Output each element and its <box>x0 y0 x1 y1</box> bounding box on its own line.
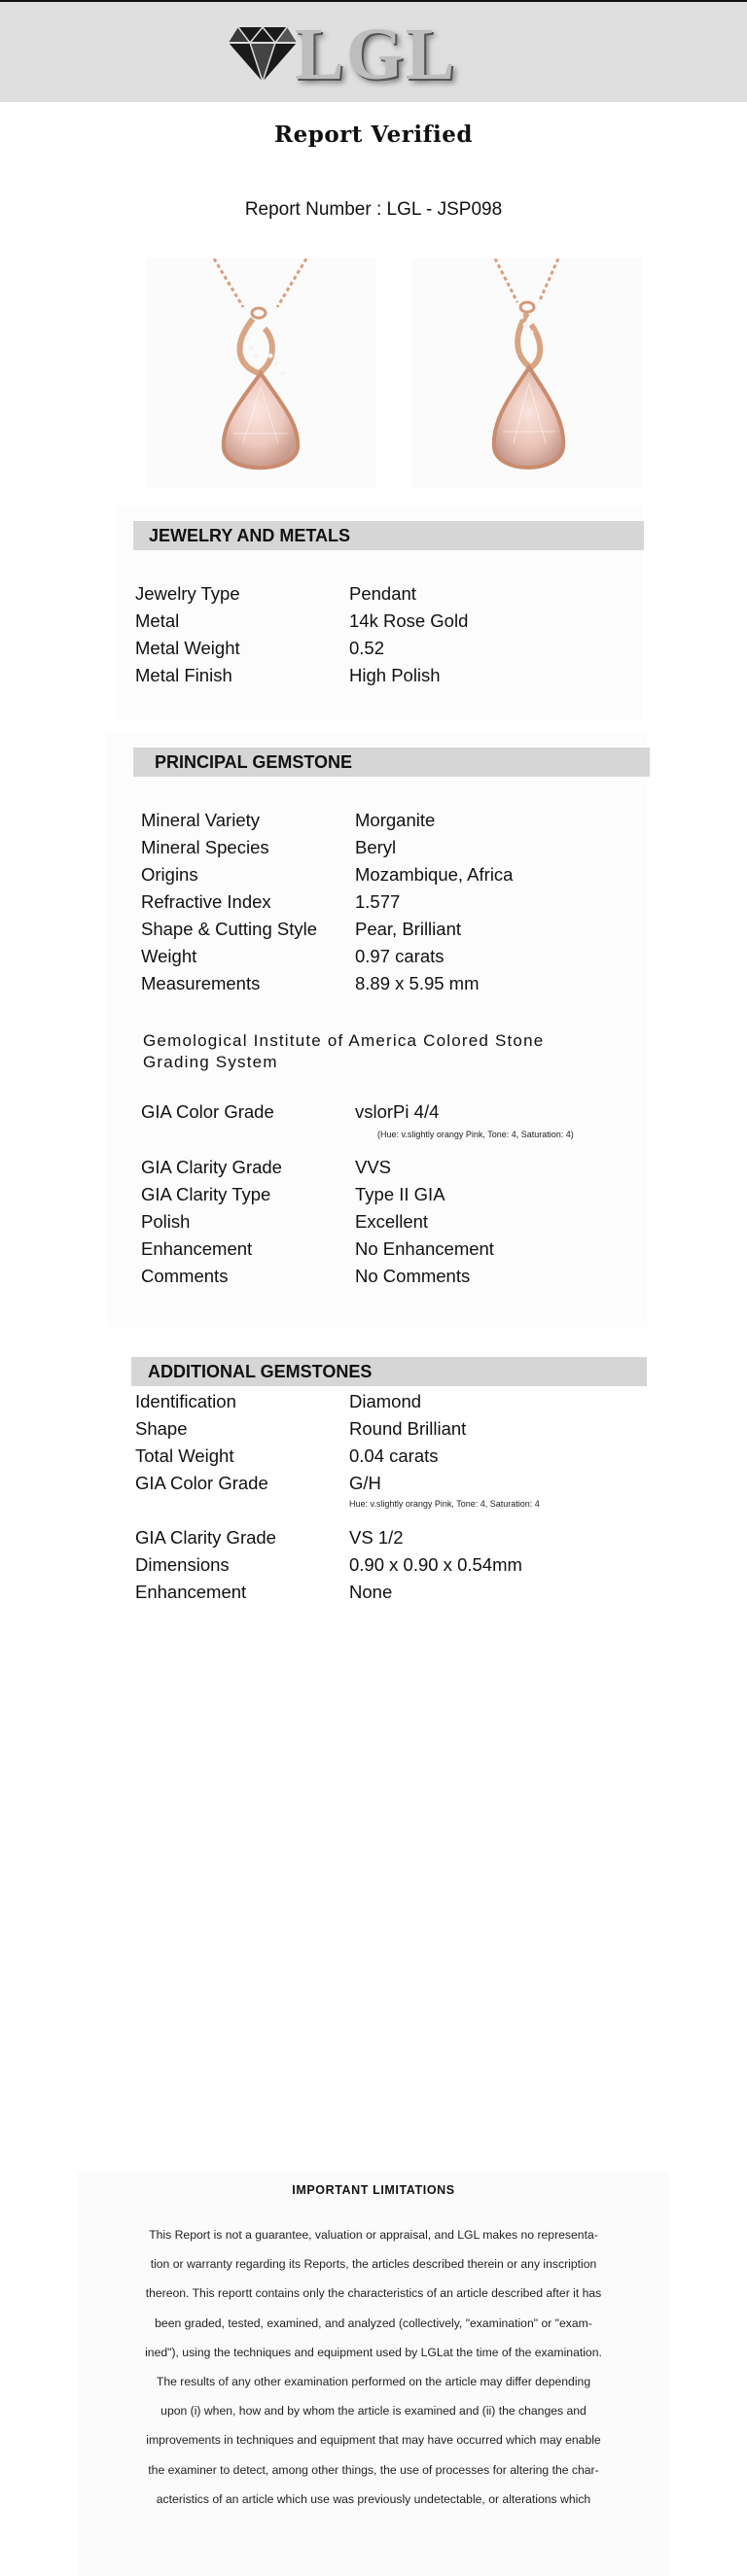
principal-value: 0.97 carats <box>355 946 445 966</box>
principal-value: VVS <box>355 1157 392 1177</box>
additional-value: 0.90 x 0.90 x 0.54mm <box>349 1554 522 1575</box>
principal-value: Morganite <box>355 810 436 830</box>
additional-value: G/H <box>349 1473 381 1493</box>
additional-color-note: Hue: v.slightly orangy Pink, Tone: 4, Saturation: 4 <box>349 1499 540 1509</box>
principal-value: Excellent <box>355 1211 429 1232</box>
limitations-line: the examiner to detect, among other things, the use of processes for altering the char- <box>148 2462 599 2477</box>
jewelry-label: Jewelry Type <box>135 583 240 604</box>
jewelry-section-heading: JEWELRY AND METALS <box>133 521 644 550</box>
jewelry-label: Metal Weight <box>135 638 240 658</box>
report-number: Report Number : LGL - JSP098 <box>244 199 503 220</box>
principal-value: vslorPi 4/4 <box>355 1101 440 1122</box>
limitations-line: tion or warranty regarding its Reports, the articles described therein or any inscription <box>150 2257 597 2272</box>
principal-label: GIA Color Grade <box>141 1101 274 1122</box>
jewelry-label: Metal Finish <box>135 665 232 685</box>
additional-label: GIA Color Grade <box>135 1473 268 1493</box>
limitations-line: ined"), using the techniques and equipment used by LGLat the time of the examination. <box>145 2345 602 2359</box>
additional-label: Shape <box>135 1418 188 1439</box>
logo-text: LGL <box>295 14 457 95</box>
header-banner <box>0 2 747 102</box>
pendant-photo-front <box>146 259 375 488</box>
limitations-line: thereon. This reportt contains only the characteristics of an article described after it has <box>145 2286 602 2301</box>
pendant-photo-angle <box>412 259 642 488</box>
principal-label: Shape & Cutting Style <box>141 919 317 939</box>
principal-value: Beryl <box>355 837 397 857</box>
principal-value: 8.89 x 5.95 mm <box>355 973 480 993</box>
principal-label: Comments <box>141 1266 229 1286</box>
principal-label: Measurements <box>141 973 261 993</box>
jewelry-label: Metal <box>135 610 180 631</box>
additional-label: GIA Clarity Grade <box>135 1527 276 1548</box>
principal-label: Weight <box>141 946 197 966</box>
principal-color-note: (Hue: v.slightly orangy Pink, Tone: 4, Saturation: 4) <box>377 1130 574 1139</box>
limitations-line: improvements in techniques and equipment that may have occurred which may enable <box>146 2433 601 2448</box>
limitations-body <box>97 2220 650 2514</box>
additional-section-heading: ADDITIONAL GEMSTONES <box>131 1357 647 1386</box>
pendant-image <box>412 259 642 488</box>
jewelry-value: High Polish <box>349 665 441 685</box>
additional-value: VS 1/2 <box>349 1527 404 1548</box>
jewelry-value: Pendant <box>349 583 416 604</box>
principal-label: Refractive Index <box>141 891 271 912</box>
principal-value: No Enhancement <box>355 1238 494 1259</box>
jewelry-value: 0.52 <box>349 638 385 658</box>
principal-value: Pear, Brilliant <box>355 919 461 939</box>
additional-value: 0.04 carats <box>349 1445 439 1466</box>
principal-value: No Comments <box>355 1266 471 1286</box>
limitations-title: IMPORTANT LIMITATIONS <box>292 2183 455 2197</box>
additional-value: Diamond <box>349 1391 422 1411</box>
principal-value: Type II GIA <box>355 1184 445 1204</box>
additional-value: Round Brilliant <box>349 1418 467 1439</box>
principal-label: Enhancement <box>141 1238 253 1259</box>
gia-grading-system: Gemological Institute of America Colored Stone Grading System <box>143 1031 545 1071</box>
principal-label: Mineral Species <box>141 837 269 857</box>
limitations-line: upon (i) when, how and by whom the article is examined and (ii) the changes and <box>160 2404 587 2419</box>
diamond-icon <box>229 23 297 84</box>
additional-label: Dimensions <box>135 1554 230 1575</box>
principal-value: Mozambique, Africa <box>355 864 514 885</box>
limitations-line: acteristics of an article which use was previously undetectable, or alterations which <box>156 2491 591 2506</box>
additional-label: Identification <box>135 1391 236 1411</box>
additional-label: Total Weight <box>135 1445 234 1466</box>
principal-label: Polish <box>141 1211 191 1232</box>
jewelry-value: 14k Rose Gold <box>349 610 469 631</box>
additional-label: Enhancement <box>135 1582 247 1602</box>
principal-label: Origins <box>141 864 198 885</box>
additional-value: None <box>349 1582 393 1602</box>
pendant-image <box>146 259 375 488</box>
page-title: Report Verified <box>274 122 473 148</box>
limitations-line: been graded, tested, examined, and analyzed (collectively, "examination" or "exam- <box>155 2315 592 2330</box>
principal-label: Mineral Variety <box>141 810 261 830</box>
principal-label: GIA Clarity Grade <box>141 1157 282 1177</box>
limitations-line: This Report is not a guarantee, valuation or appraisal, and LGL makes no representa- <box>149 2228 598 2242</box>
principal-label: GIA Clarity Type <box>141 1184 271 1204</box>
principal-value: 1.577 <box>355 891 401 912</box>
limitations-line: The results of any other examination performed on the article may differ depending <box>156 2375 591 2389</box>
principal-section-heading: PRINCIPAL GEMSTONE <box>133 748 650 777</box>
lgl-logo[interactable] <box>229 14 481 95</box>
